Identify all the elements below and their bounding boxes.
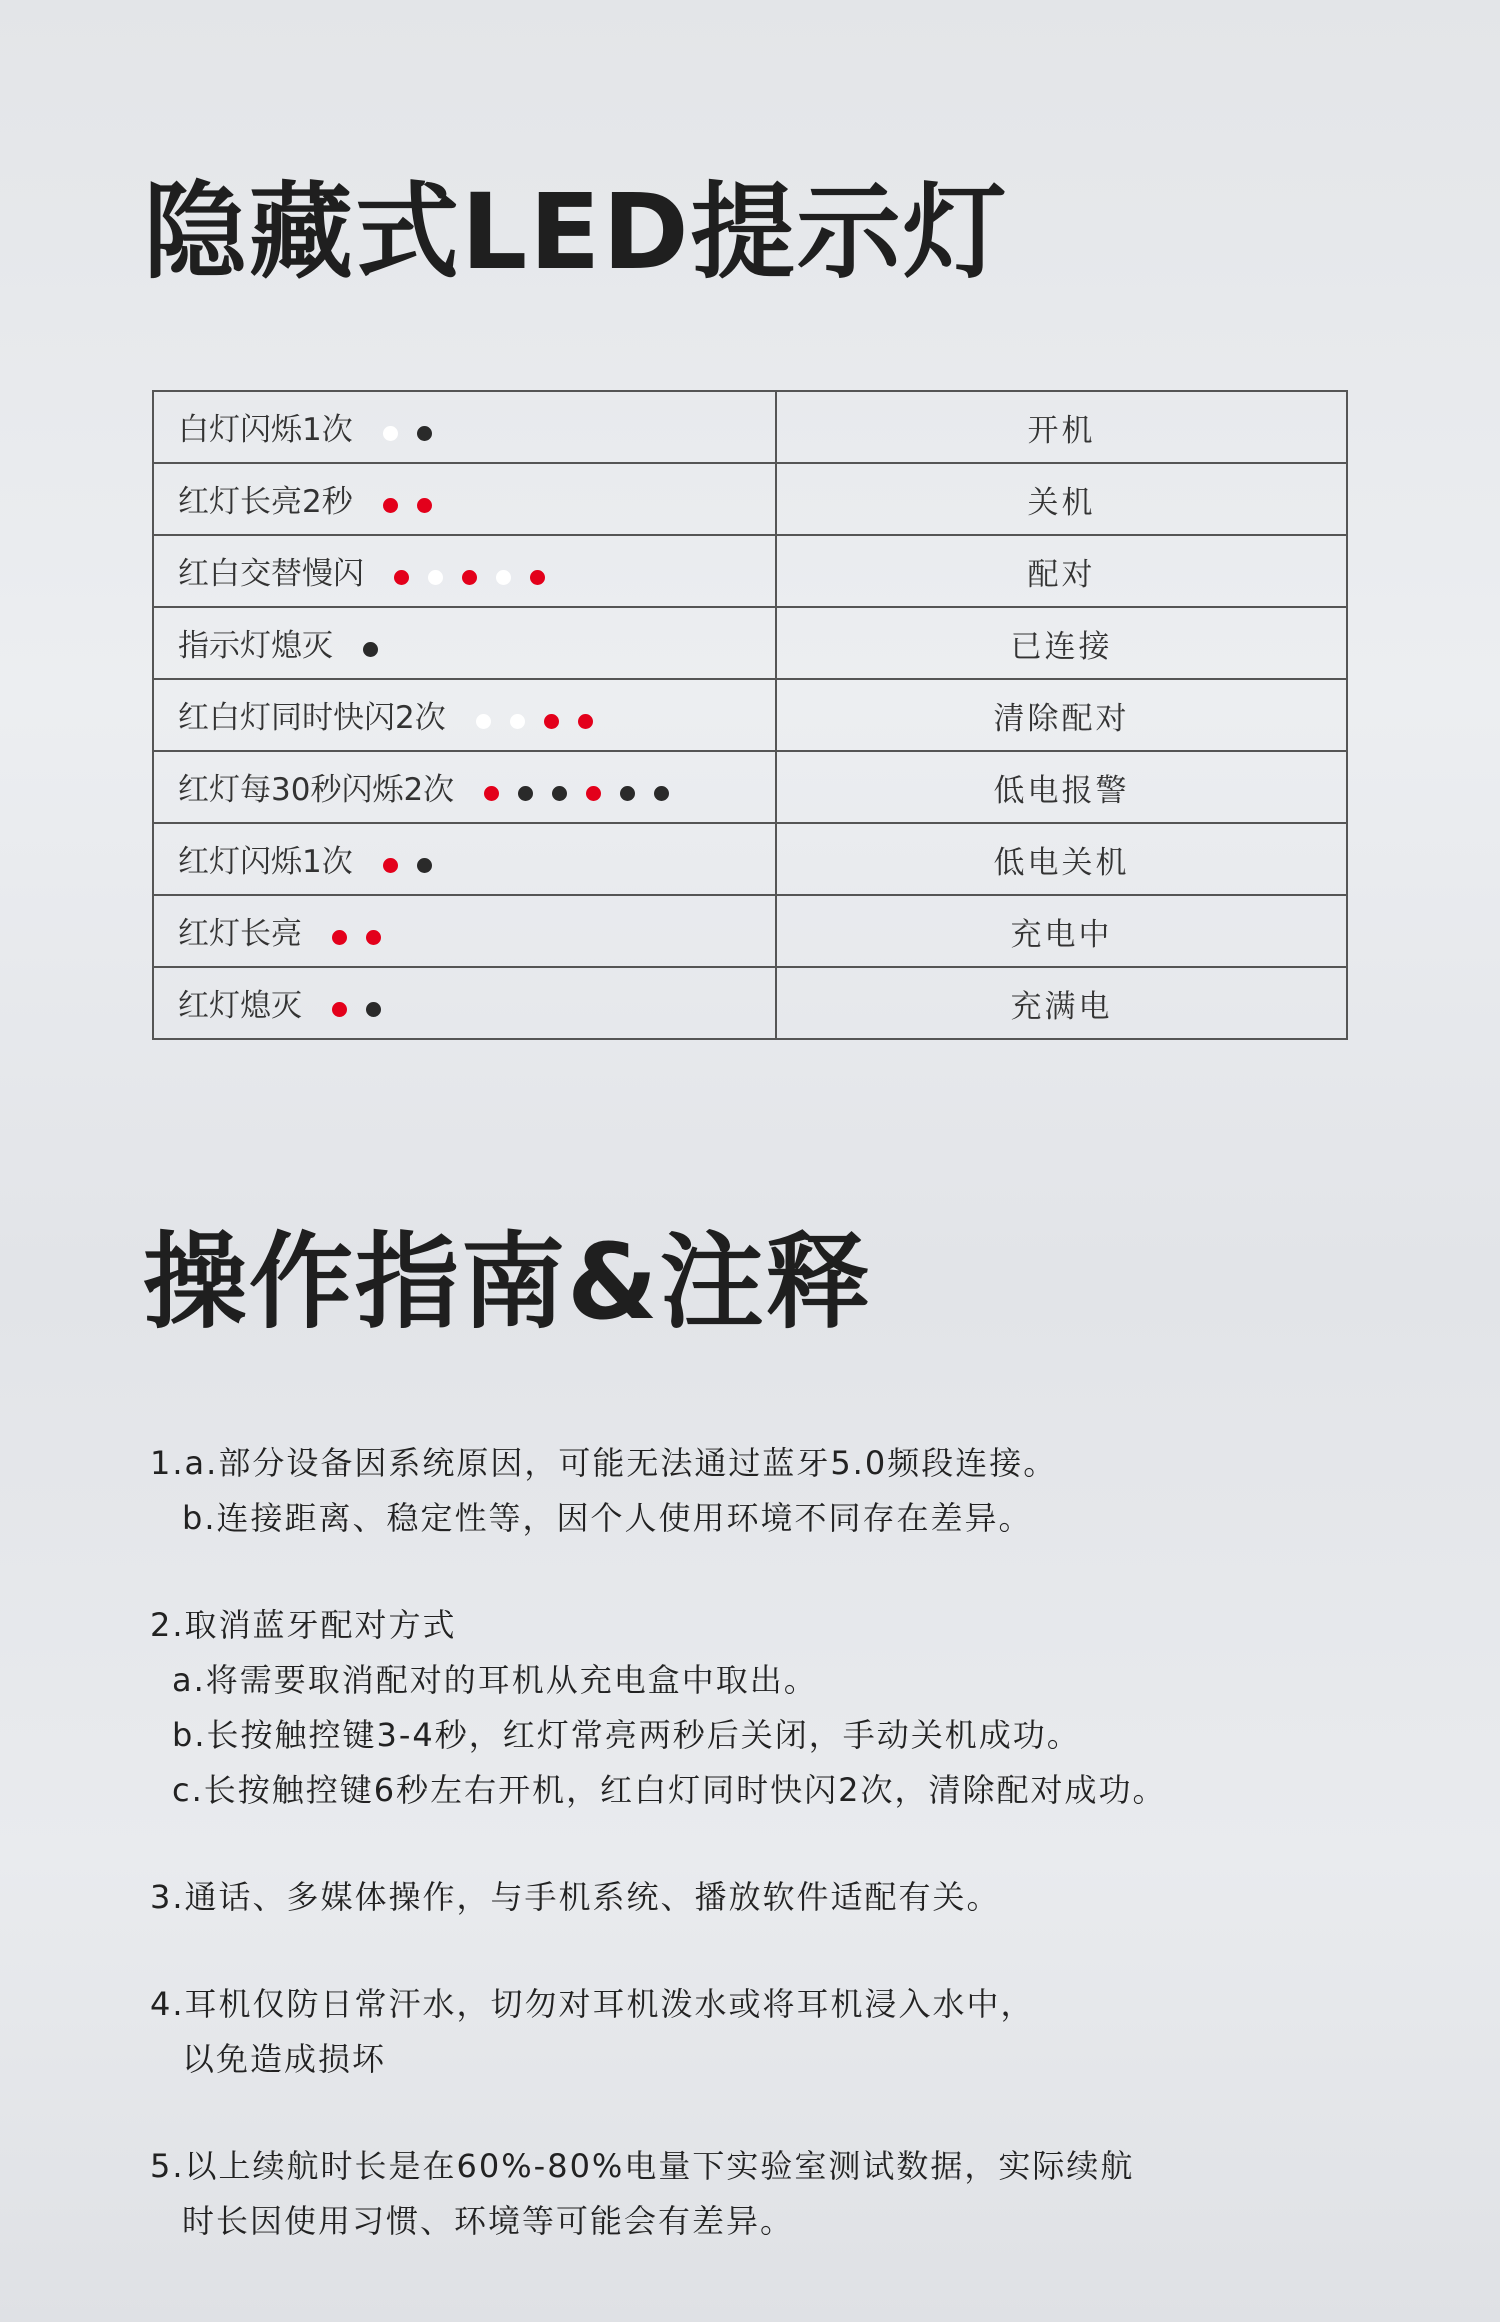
red-led-dot-icon xyxy=(530,570,545,585)
black-led-dot-icon xyxy=(417,858,432,873)
note-3: 3.通话、多媒体操作，与手机系统、播放软件适配有关。 xyxy=(150,1878,1001,1916)
meaning-cell: 充满电 xyxy=(776,967,1347,1039)
meaning-cell: 低电关机 xyxy=(776,823,1347,895)
white-led-dot-icon xyxy=(496,570,511,585)
red-led-dot-icon xyxy=(544,714,559,729)
note-4a: 4.耳机仅防日常汗水，切勿对耳机泼水或将耳机浸入水中， xyxy=(150,1985,1035,2023)
indicator-cell xyxy=(153,751,776,823)
indicator-dots xyxy=(383,846,451,882)
red-led-dot-icon xyxy=(586,786,601,801)
indicator-dots xyxy=(363,630,397,666)
meaning-cell: 充电中 xyxy=(776,895,1347,967)
table-row xyxy=(153,895,1347,967)
indicator-dots xyxy=(484,774,688,810)
table-row xyxy=(153,607,1347,679)
note-2a: a.将需要取消配对的耳机从充电盒中取出。 xyxy=(172,1661,818,1699)
red-led-dot-icon xyxy=(462,570,477,585)
meaning-cell: 清除配对 xyxy=(776,679,1347,751)
red-led-dot-icon xyxy=(417,498,432,513)
indicator-cell xyxy=(153,391,776,463)
indicator-dots xyxy=(394,558,564,594)
meaning-cell: 开机 xyxy=(776,391,1347,463)
meaning-cell: 低电报警 xyxy=(776,751,1347,823)
black-led-dot-icon xyxy=(552,786,567,801)
indicator-label: 红灯长亮 xyxy=(178,916,302,953)
white-led-dot-icon xyxy=(428,570,443,585)
black-led-dot-icon xyxy=(363,642,378,657)
white-led-dot-icon xyxy=(383,426,398,441)
indicator-cell xyxy=(153,823,776,895)
indicator-label: 红灯熄灭 xyxy=(178,988,302,1025)
note-1a: 1.a.部分设备因系统原因，可能无法通过蓝牙5.0频段连接。 xyxy=(150,1444,1058,1482)
indicator-dots xyxy=(332,918,400,954)
indicator-label: 红白灯同时快闪2次 xyxy=(178,700,446,737)
note-2: 2.取消蓝牙配对方式 xyxy=(150,1606,457,1644)
indicator-cell xyxy=(153,967,776,1039)
indicator-cell xyxy=(153,679,776,751)
indicator-cell xyxy=(153,463,776,535)
indicator-label: 红白交替慢闪 xyxy=(178,556,364,593)
note-5a: 5.以上续航时长是在60%-80%电量下实验室测试数据，实际续航 xyxy=(150,2147,1135,2185)
red-led-dot-icon xyxy=(394,570,409,585)
indicator-dots xyxy=(476,702,612,738)
red-led-dot-icon xyxy=(332,930,347,945)
note-1b: b.连接距离、稳定性等，因个人使用环境不同存在差异。 xyxy=(182,1499,1033,1537)
note-2b: b.长按触控键3-4秒，红灯常亮两秒后关闭，手动关机成功。 xyxy=(172,1716,1081,1754)
meaning-cell: 关机 xyxy=(776,463,1347,535)
indicator-dots xyxy=(332,990,400,1026)
note-4b: 以免造成损坏 xyxy=(182,2040,387,2078)
indicator-label: 指示灯熄灭 xyxy=(178,628,333,665)
notes-list xyxy=(150,1436,1350,2249)
led-section-title: 隐藏式LED提示灯 xyxy=(143,171,1009,293)
red-led-dot-icon xyxy=(578,714,593,729)
table-row xyxy=(153,679,1347,751)
indicator-cell xyxy=(153,607,776,679)
table-row xyxy=(153,823,1347,895)
meaning-cell: 配对 xyxy=(776,535,1347,607)
indicator-label: 白灯闪烁1次 xyxy=(178,412,353,449)
indicator-dots xyxy=(383,486,451,522)
black-led-dot-icon xyxy=(366,1002,381,1017)
note-5b: 时长因使用习惯、环境等可能会有差异。 xyxy=(182,2202,795,2240)
indicator-cell xyxy=(153,895,776,967)
note-2c: c.长按触控键6秒左右开机，红白灯同时快闪2次，清除配对成功。 xyxy=(172,1771,1167,1809)
white-led-dot-icon xyxy=(476,714,491,729)
red-led-dot-icon xyxy=(484,786,499,801)
table-row xyxy=(153,391,1347,463)
indicator-label: 红灯闪烁1次 xyxy=(178,844,353,881)
table-row xyxy=(153,463,1347,535)
indicator-label: 红灯长亮2秒 xyxy=(178,484,353,521)
led-indicator-table xyxy=(152,390,1348,1040)
red-led-dot-icon xyxy=(332,1002,347,1017)
black-led-dot-icon xyxy=(654,786,669,801)
black-led-dot-icon xyxy=(620,786,635,801)
table-row xyxy=(153,535,1347,607)
indicator-cell xyxy=(153,535,776,607)
red-led-dot-icon xyxy=(383,498,398,513)
guide-section-title: 操作指南&注释 xyxy=(143,1221,872,1343)
black-led-dot-icon xyxy=(518,786,533,801)
black-led-dot-icon xyxy=(417,426,432,441)
indicator-label: 红灯每30秒闪烁2次 xyxy=(178,772,455,809)
table-row xyxy=(153,967,1347,1039)
indicator-dots xyxy=(383,414,451,450)
red-led-dot-icon xyxy=(366,930,381,945)
table-row xyxy=(153,751,1347,823)
red-led-dot-icon xyxy=(383,858,398,873)
white-led-dot-icon xyxy=(510,714,525,729)
meaning-cell: 已连接 xyxy=(776,607,1347,679)
